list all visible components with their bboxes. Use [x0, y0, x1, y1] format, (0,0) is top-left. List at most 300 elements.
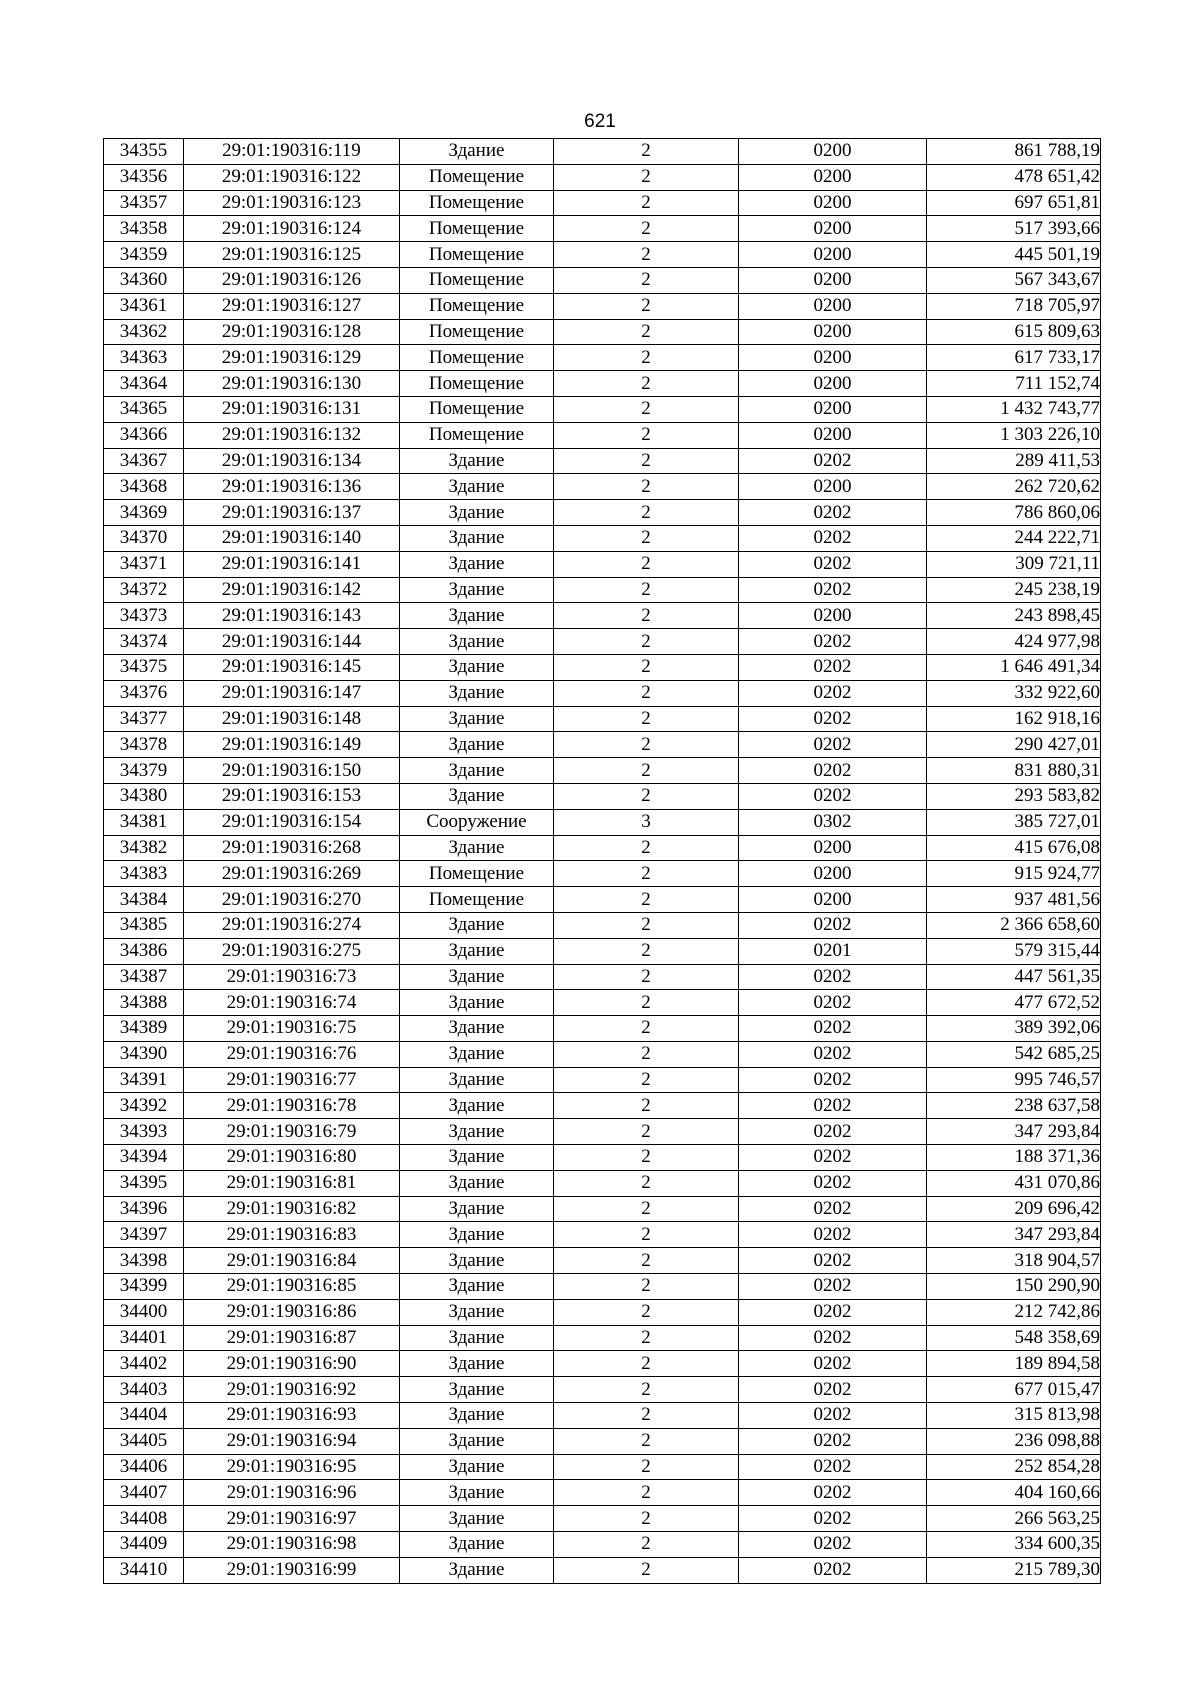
cadastral-value-cell: 245 238,19: [927, 577, 1101, 603]
table-row: [104, 371, 1101, 397]
cadastral-number-cell: 29:01:190316:148: [184, 706, 400, 732]
table-row: [104, 783, 1101, 809]
cadastral-value-cell: 150 290,90: [927, 1274, 1101, 1300]
code-cell: 0202: [739, 1093, 927, 1119]
cadastral-number-cell: 29:01:190316:74: [184, 990, 400, 1016]
row-number-cell: 34402: [104, 1351, 184, 1377]
row-number-cell: 34393: [104, 1119, 184, 1145]
object-type-cell: Здание: [400, 629, 554, 655]
cadastral-number-cell: 29:01:190316:92: [184, 1377, 400, 1403]
row-number-cell: 34375: [104, 654, 184, 680]
object-type-cell: Помещение: [400, 242, 554, 268]
group-cell: 2: [554, 525, 739, 551]
row-number-cell: 34410: [104, 1557, 184, 1583]
cadastral-value-cell: 477 672,52: [927, 990, 1101, 1016]
object-type-cell: Здание: [400, 1325, 554, 1351]
cadastral-number-cell: 29:01:190316:87: [184, 1325, 400, 1351]
cadastral-value-cell: 542 685,25: [927, 1041, 1101, 1067]
object-type-cell: Здание: [400, 1428, 554, 1454]
row-number-cell: 34392: [104, 1093, 184, 1119]
object-type-cell: Здание: [400, 912, 554, 938]
cadastral-value-cell: 2 366 658,60: [927, 912, 1101, 938]
table-row: [104, 1506, 1101, 1532]
row-number-cell: 34405: [104, 1428, 184, 1454]
cadastral-number-cell: 29:01:190316:85: [184, 1274, 400, 1300]
object-type-cell: Здание: [400, 1454, 554, 1480]
cadastral-number-cell: 29:01:190316:131: [184, 396, 400, 422]
cadastral-value-cell: 332 922,60: [927, 680, 1101, 706]
cadastral-value-cell: 615 809,63: [927, 319, 1101, 345]
cadastral-value-cell: 252 854,28: [927, 1454, 1101, 1480]
cadastral-value-cell: 347 293,84: [927, 1119, 1101, 1145]
cadastral-number-cell: 29:01:190316:141: [184, 551, 400, 577]
cadastral-number-cell: 29:01:190316:150: [184, 758, 400, 784]
group-cell: 2: [554, 1119, 739, 1145]
code-cell: 0202: [739, 732, 927, 758]
object-type-cell: Здание: [400, 500, 554, 526]
table-row: [104, 242, 1101, 268]
table-row: [104, 293, 1101, 319]
cadastral-number-cell: 29:01:190316:129: [184, 345, 400, 371]
code-cell: 0200: [739, 293, 927, 319]
group-cell: 2: [554, 500, 739, 526]
object-type-cell: Помещение: [400, 216, 554, 242]
cadastral-value-cell: 1 432 743,77: [927, 396, 1101, 422]
code-cell: 0202: [739, 654, 927, 680]
row-number-cell: 34369: [104, 500, 184, 526]
object-type-cell: Здание: [400, 1557, 554, 1583]
row-number-cell: 34401: [104, 1325, 184, 1351]
cadastral-number-cell: 29:01:190316:144: [184, 629, 400, 655]
group-cell: 2: [554, 1480, 739, 1506]
object-type-cell: Здание: [400, 448, 554, 474]
cadastral-value-cell: 478 651,42: [927, 164, 1101, 190]
row-number-cell: 34380: [104, 783, 184, 809]
code-cell: 0200: [739, 267, 927, 293]
cadastral-number-cell: 29:01:190316:128: [184, 319, 400, 345]
object-type-cell: Здание: [400, 577, 554, 603]
cadastral-value-cell: 718 705,97: [927, 293, 1101, 319]
row-number-cell: 34366: [104, 422, 184, 448]
row-number-cell: 34377: [104, 706, 184, 732]
object-type-cell: Помещение: [400, 887, 554, 913]
group-cell: 2: [554, 1041, 739, 1067]
cadastral-value-cell: 215 789,30: [927, 1557, 1101, 1583]
code-cell: 0202: [739, 500, 927, 526]
table-row: [104, 912, 1101, 938]
row-number-cell: 34409: [104, 1532, 184, 1558]
code-cell: 0202: [739, 1351, 927, 1377]
cadastral-value-cell: 567 343,67: [927, 267, 1101, 293]
cadastral-number-cell: 29:01:190316:147: [184, 680, 400, 706]
cadastral-value-cell: 290 427,01: [927, 732, 1101, 758]
cadastral-value-cell: 1 646 491,34: [927, 654, 1101, 680]
cadastral-value-cell: 995 746,57: [927, 1067, 1101, 1093]
object-type-cell: Помещение: [400, 293, 554, 319]
group-cell: 2: [554, 474, 739, 500]
code-cell: 0202: [739, 1480, 927, 1506]
row-number-cell: 34356: [104, 164, 184, 190]
object-type-cell: Здание: [400, 938, 554, 964]
table-row: [104, 474, 1101, 500]
row-number-cell: 34408: [104, 1506, 184, 1532]
code-cell: 0200: [739, 861, 927, 887]
cadastral-value-cell: 209 696,42: [927, 1196, 1101, 1222]
cadastral-value-cell: 293 583,82: [927, 783, 1101, 809]
code-cell: 0202: [739, 1557, 927, 1583]
cadastral-value-cell: 243 898,45: [927, 603, 1101, 629]
group-cell: 2: [554, 1351, 739, 1377]
object-type-cell: Здание: [400, 783, 554, 809]
cadastral-value-cell: 309 721,11: [927, 551, 1101, 577]
row-number-cell: 34404: [104, 1403, 184, 1429]
cadastral-value-cell: 447 561,35: [927, 964, 1101, 990]
cadastral-number-cell: 29:01:190316:153: [184, 783, 400, 809]
group-cell: 2: [554, 1248, 739, 1274]
code-cell: 0202: [739, 1222, 927, 1248]
table-row: [104, 500, 1101, 526]
cadastral-number-cell: 29:01:190316:75: [184, 1016, 400, 1042]
object-type-cell: Здание: [400, 1299, 554, 1325]
code-cell: 0202: [739, 990, 927, 1016]
group-cell: 2: [554, 1196, 739, 1222]
cadastral-value-cell: 212 742,86: [927, 1299, 1101, 1325]
row-number-cell: 34359: [104, 242, 184, 268]
object-type-cell: Здание: [400, 1351, 554, 1377]
cadastral-number-cell: 29:01:190316:124: [184, 216, 400, 242]
group-cell: 2: [554, 938, 739, 964]
group-cell: 2: [554, 732, 739, 758]
group-cell: 2: [554, 422, 739, 448]
code-cell: 0202: [739, 551, 927, 577]
code-cell: 0200: [739, 319, 927, 345]
row-number-cell: 34397: [104, 1222, 184, 1248]
code-cell: 0202: [739, 1403, 927, 1429]
cadastral-number-cell: 29:01:190316:145: [184, 654, 400, 680]
table-row: [104, 1299, 1101, 1325]
row-number-cell: 34363: [104, 345, 184, 371]
cadastral-value-cell: 262 720,62: [927, 474, 1101, 500]
cadastral-number-cell: 29:01:190316:123: [184, 190, 400, 216]
row-number-cell: 34364: [104, 371, 184, 397]
table-row: [104, 448, 1101, 474]
group-cell: 2: [554, 1428, 739, 1454]
group-cell: 2: [554, 577, 739, 603]
cadastral-value-cell: 548 358,69: [927, 1325, 1101, 1351]
table-row: [104, 758, 1101, 784]
row-number-cell: 34368: [104, 474, 184, 500]
group-cell: 2: [554, 1377, 739, 1403]
group-cell: 2: [554, 680, 739, 706]
object-type-cell: Помещение: [400, 190, 554, 216]
code-cell: 0202: [739, 1145, 927, 1171]
cadastral-number-cell: 29:01:190316:82: [184, 1196, 400, 1222]
cadastral-value-cell: 579 315,44: [927, 938, 1101, 964]
row-number-cell: 34361: [104, 293, 184, 319]
cadastral-number-cell: 29:01:190316:127: [184, 293, 400, 319]
cadastral-number-cell: 29:01:190316:81: [184, 1170, 400, 1196]
table-row: [104, 577, 1101, 603]
code-cell: 0202: [739, 1274, 927, 1300]
cadastral-number-cell: 29:01:190316:143: [184, 603, 400, 629]
table-row: [104, 1145, 1101, 1171]
row-number-cell: 34406: [104, 1454, 184, 1480]
row-number-cell: 34358: [104, 216, 184, 242]
group-cell: 2: [554, 345, 739, 371]
cadastral-number-cell: 29:01:190316:140: [184, 525, 400, 551]
cadastral-number-cell: 29:01:190316:132: [184, 422, 400, 448]
object-type-cell: Здание: [400, 525, 554, 551]
cadastral-value-cell: 431 070,86: [927, 1170, 1101, 1196]
table-row: [104, 1119, 1101, 1145]
cadastral-number-cell: 29:01:190316:93: [184, 1403, 400, 1429]
row-number-cell: 34372: [104, 577, 184, 603]
cadastral-number-cell: 29:01:190316:149: [184, 732, 400, 758]
code-cell: 0202: [739, 1454, 927, 1480]
cadastral-number-cell: 29:01:190316:125: [184, 242, 400, 268]
cadastral-value-cell: 711 152,74: [927, 371, 1101, 397]
object-type-cell: Здание: [400, 706, 554, 732]
code-cell: 0200: [739, 216, 927, 242]
group-cell: 2: [554, 1067, 739, 1093]
code-cell: 0200: [739, 887, 927, 913]
cadastral-value-cell: 244 222,71: [927, 525, 1101, 551]
cadastral-value-cell: 315 813,98: [927, 1403, 1101, 1429]
object-type-cell: Помещение: [400, 267, 554, 293]
cadastral-number-cell: 29:01:190316:79: [184, 1119, 400, 1145]
code-cell: 0202: [739, 525, 927, 551]
cadastral-number-cell: 29:01:190316:269: [184, 861, 400, 887]
table-row: [104, 938, 1101, 964]
cadastral-number-cell: 29:01:190316:96: [184, 1480, 400, 1506]
cadastral-number-cell: 29:01:190316:134: [184, 448, 400, 474]
cadastral-value-table: [103, 138, 1101, 1584]
group-cell: 2: [554, 1325, 739, 1351]
table-row: [104, 1016, 1101, 1042]
group-cell: 2: [554, 1506, 739, 1532]
row-number-cell: 34403: [104, 1377, 184, 1403]
row-number-cell: 34383: [104, 861, 184, 887]
cadastral-value-cell: 677 015,47: [927, 1377, 1101, 1403]
table-body: [104, 139, 1101, 1584]
row-number-cell: 34395: [104, 1170, 184, 1196]
table-row: [104, 216, 1101, 242]
row-number-cell: 34367: [104, 448, 184, 474]
row-number-cell: 34374: [104, 629, 184, 655]
object-type-cell: Здание: [400, 1506, 554, 1532]
cadastral-value-cell: 236 098,88: [927, 1428, 1101, 1454]
object-type-cell: Помещение: [400, 396, 554, 422]
code-cell: 0200: [739, 835, 927, 861]
cadastral-value-cell: 188 371,36: [927, 1145, 1101, 1171]
table-row: [104, 345, 1101, 371]
group-cell: 2: [554, 139, 739, 165]
object-type-cell: Помещение: [400, 861, 554, 887]
object-type-cell: Помещение: [400, 319, 554, 345]
object-type-cell: Здание: [400, 1119, 554, 1145]
cadastral-number-cell: 29:01:190316:137: [184, 500, 400, 526]
code-cell: 0201: [739, 938, 927, 964]
object-type-cell: Здание: [400, 1016, 554, 1042]
object-type-cell: Здание: [400, 1248, 554, 1274]
code-cell: 0302: [739, 809, 927, 835]
object-type-cell: Здание: [400, 1145, 554, 1171]
cadastral-number-cell: 29:01:190316:77: [184, 1067, 400, 1093]
cadastral-number-cell: 29:01:190316:95: [184, 1454, 400, 1480]
table-row: [104, 319, 1101, 345]
object-type-cell: Здание: [400, 551, 554, 577]
group-cell: 2: [554, 629, 739, 655]
row-number-cell: 34376: [104, 680, 184, 706]
code-cell: 0202: [739, 1506, 927, 1532]
object-type-cell: Помещение: [400, 371, 554, 397]
object-type-cell: Здание: [400, 603, 554, 629]
cadastral-number-cell: 29:01:190316:270: [184, 887, 400, 913]
group-cell: 2: [554, 216, 739, 242]
cadastral-number-cell: 29:01:190316:73: [184, 964, 400, 990]
cadastral-value-cell: 831 880,31: [927, 758, 1101, 784]
cadastral-value-cell: 1 303 226,10: [927, 422, 1101, 448]
table-row: [104, 1041, 1101, 1067]
object-type-cell: Здание: [400, 1041, 554, 1067]
table-row: [104, 603, 1101, 629]
cadastral-number-cell: 29:01:190316:98: [184, 1532, 400, 1558]
cadastral-value-cell: 238 637,58: [927, 1093, 1101, 1119]
table-row: [104, 835, 1101, 861]
table-row: [104, 1067, 1101, 1093]
row-number-cell: 34365: [104, 396, 184, 422]
code-cell: 0200: [739, 396, 927, 422]
group-cell: 2: [554, 242, 739, 268]
cadastral-value-cell: 861 788,19: [927, 139, 1101, 165]
table-row: [104, 680, 1101, 706]
cadastral-number-cell: 29:01:190316:97: [184, 1506, 400, 1532]
table-row: [104, 1403, 1101, 1429]
cadastral-value-cell: 385 727,01: [927, 809, 1101, 835]
code-cell: 0202: [739, 1532, 927, 1558]
code-cell: 0200: [739, 603, 927, 629]
group-cell: 2: [554, 603, 739, 629]
table-row: [104, 525, 1101, 551]
group-cell: 2: [554, 371, 739, 397]
code-cell: 0202: [739, 1196, 927, 1222]
cadastral-number-cell: 29:01:190316:142: [184, 577, 400, 603]
object-type-cell: Здание: [400, 474, 554, 500]
group-cell: 2: [554, 396, 739, 422]
object-type-cell: Здание: [400, 1170, 554, 1196]
group-cell: 2: [554, 1145, 739, 1171]
group-cell: 2: [554, 1274, 739, 1300]
code-cell: 0200: [739, 242, 927, 268]
table-row: [104, 1377, 1101, 1403]
table-row: [104, 732, 1101, 758]
object-type-cell: Помещение: [400, 422, 554, 448]
group-cell: 2: [554, 1454, 739, 1480]
row-number-cell: 34362: [104, 319, 184, 345]
object-type-cell: Здание: [400, 732, 554, 758]
cadastral-number-cell: 29:01:190316:136: [184, 474, 400, 500]
object-type-cell: Здание: [400, 1093, 554, 1119]
group-cell: 2: [554, 835, 739, 861]
code-cell: 0202: [739, 1299, 927, 1325]
row-number-cell: 34384: [104, 887, 184, 913]
group-cell: 2: [554, 319, 739, 345]
cadastral-number-cell: 29:01:190316:94: [184, 1428, 400, 1454]
group-cell: 2: [554, 1170, 739, 1196]
table-row: [104, 1274, 1101, 1300]
group-cell: 2: [554, 1016, 739, 1042]
group-cell: 2: [554, 164, 739, 190]
row-number-cell: 34378: [104, 732, 184, 758]
object-type-cell: Здание: [400, 1532, 554, 1558]
cadastral-value-cell: 915 924,77: [927, 861, 1101, 887]
table-row: [104, 551, 1101, 577]
group-cell: 2: [554, 990, 739, 1016]
table-row: [104, 1222, 1101, 1248]
cadastral-value-cell: 786 860,06: [927, 500, 1101, 526]
row-number-cell: 34400: [104, 1299, 184, 1325]
group-cell: 2: [554, 551, 739, 577]
group-cell: 2: [554, 1222, 739, 1248]
table-row: [104, 629, 1101, 655]
table-row: [104, 1480, 1101, 1506]
object-type-cell: Здание: [400, 1196, 554, 1222]
row-number-cell: 34385: [104, 912, 184, 938]
cadastral-value-cell: 937 481,56: [927, 887, 1101, 913]
cadastral-value-cell: 517 393,66: [927, 216, 1101, 242]
table-row: [104, 422, 1101, 448]
table-row: [104, 654, 1101, 680]
group-cell: 2: [554, 1532, 739, 1558]
object-type-cell: Здание: [400, 990, 554, 1016]
code-cell: 0202: [739, 1041, 927, 1067]
group-cell: 2: [554, 758, 739, 784]
group-cell: 2: [554, 1557, 739, 1583]
row-number-cell: 34387: [104, 964, 184, 990]
group-cell: 2: [554, 293, 739, 319]
table-row: [104, 887, 1101, 913]
group-cell: 2: [554, 912, 739, 938]
table-row: [104, 1557, 1101, 1583]
object-type-cell: Сооружение: [400, 809, 554, 835]
code-cell: 0202: [739, 629, 927, 655]
row-number-cell: 34373: [104, 603, 184, 629]
object-type-cell: Помещение: [400, 345, 554, 371]
row-number-cell: 34396: [104, 1196, 184, 1222]
cadastral-value-cell: 318 904,57: [927, 1248, 1101, 1274]
code-cell: 0202: [739, 912, 927, 938]
code-cell: 0200: [739, 139, 927, 165]
row-number-cell: 34399: [104, 1274, 184, 1300]
cadastral-number-cell: 29:01:190316:268: [184, 835, 400, 861]
code-cell: 0202: [739, 680, 927, 706]
object-type-cell: Здание: [400, 1274, 554, 1300]
row-number-cell: 34398: [104, 1248, 184, 1274]
group-cell: 3: [554, 809, 739, 835]
cadastral-value-cell: 266 563,25: [927, 1506, 1101, 1532]
object-type-cell: Здание: [400, 835, 554, 861]
row-number-cell: 34391: [104, 1067, 184, 1093]
code-cell: 0202: [739, 1016, 927, 1042]
cadastral-number-cell: 29:01:190316:84: [184, 1248, 400, 1274]
group-cell: 2: [554, 448, 739, 474]
code-cell: 0202: [739, 706, 927, 732]
group-cell: 2: [554, 654, 739, 680]
group-cell: 2: [554, 1093, 739, 1119]
table-row: [104, 267, 1101, 293]
object-type-cell: Здание: [400, 964, 554, 990]
cadastral-value-cell: 389 392,06: [927, 1016, 1101, 1042]
